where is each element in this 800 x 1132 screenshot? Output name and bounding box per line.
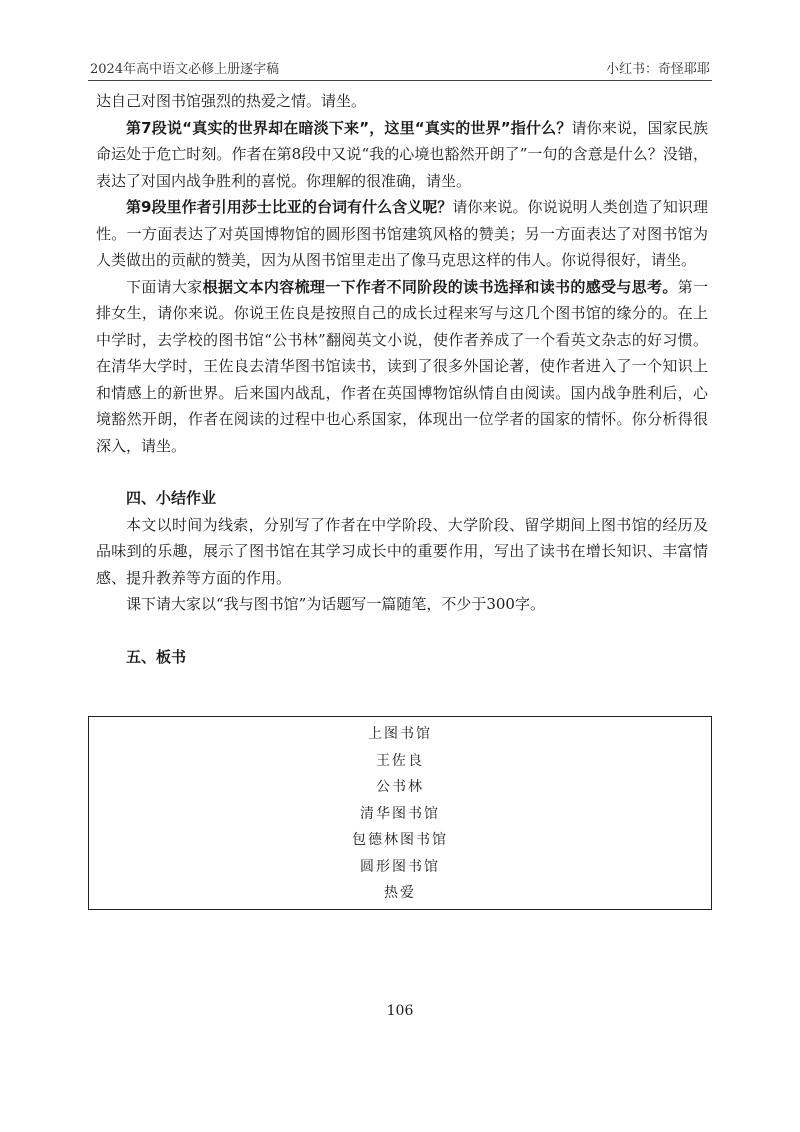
section-4-title: 四、小结作业	[126, 489, 217, 507]
paragraph-reading-stages	[96, 274, 708, 460]
header-author: 小红书：奇怪耶耶	[605, 62, 710, 77]
board-line: 包德林图书馆	[352, 832, 448, 848]
page-number: 106	[386, 1003, 414, 1019]
board-line: 王佐良	[376, 752, 424, 769]
reading-stages-answer: 第一排女生，请你来说。你说王佐良是按照自己的成长过程来写与这几个图书馆的缘分的。在上中学时，去学校的图书馆“公书林”翻阅英文小说，使作者养成了一个看英文杂志的好习惯。在清华大学时，王佐良去清华图书馆读书，读到了很多外国论著，使作者进入了一个知识上和情感上的新世界。后来国内战乱，作者在英国博物馆纵情自由阅读。国内战争胜利后，心境豁然开朗，作者在阅读的过程中也心系国家，体现出一位学者的国家的情怀。你分析得很深入，请坐。	[96, 277, 708, 455]
paragraph-question-7	[96, 115, 708, 195]
spacer	[96, 618, 708, 644]
question-7-bold: 第7段说“真实的世界却在暗淡下来”，这里“真实的世界”指什么？	[126, 118, 572, 137]
page-header	[88, 56, 712, 81]
paragraph-continuation: 达自己对图书馆强烈的热爱之情。请坐。	[96, 92, 367, 110]
board-line: 圆形图书馆	[360, 858, 440, 875]
header-title: 2024年高中语文必修上册逐字稿	[90, 62, 280, 77]
reading-stages-bold: 根据文本内容梳理一下作者不同阶段的读书选择和读书的感受与思考。	[202, 277, 678, 296]
paragraph-question-9	[96, 194, 708, 274]
section-5-title: 五、板书	[126, 647, 187, 666]
summary-paragraph: 本文以时间为线索，分别写了作者在中学阶段、大学阶段、留学期间上图书馆的经历及品味到的乐趣，展示了图书馆在其学习成长中的重要作用，写出了读书在增长知识、丰富情感、提升教养等方面的作用。	[96, 515, 708, 587]
spacer	[96, 459, 708, 485]
question-9-bold: 第9段里作者引用莎士比亚的台词有什么含义呢？	[126, 198, 453, 216]
homework-paragraph: 课下请大家以“我与图书馆”为话题写一篇随笔，不少于300字。	[126, 595, 545, 613]
board-line: 公书林	[376, 779, 424, 795]
question-9-answer: 请你来说。你说说明人类创造了知识理性。一方面表达了对英国博物馆的圆形图书馆建筑风格的赞美；另一方面表达了对图书馆为人类做出的贡献的赞美，因为从图书馆里走出了像马克思这样的伟人。你说得很好，请坐。	[96, 198, 708, 269]
question-7-answer: 请你来说，国家民族命运处于危亡时刻。作者在第8段中又说“我的心境也豁然开朗了”一句的含意是什么？没错，表达了对国内战争胜利的喜悦。你理解的很准确，请坐。	[96, 118, 708, 190]
board-line: 上图书馆	[368, 726, 432, 742]
board-line: 清华图书馆	[360, 805, 440, 822]
blackboard-box	[88, 716, 712, 910]
reading-stages-intro: 下面请大家	[126, 277, 203, 296]
board-line: 热爱	[384, 885, 416, 901]
page-body	[96, 88, 708, 670]
